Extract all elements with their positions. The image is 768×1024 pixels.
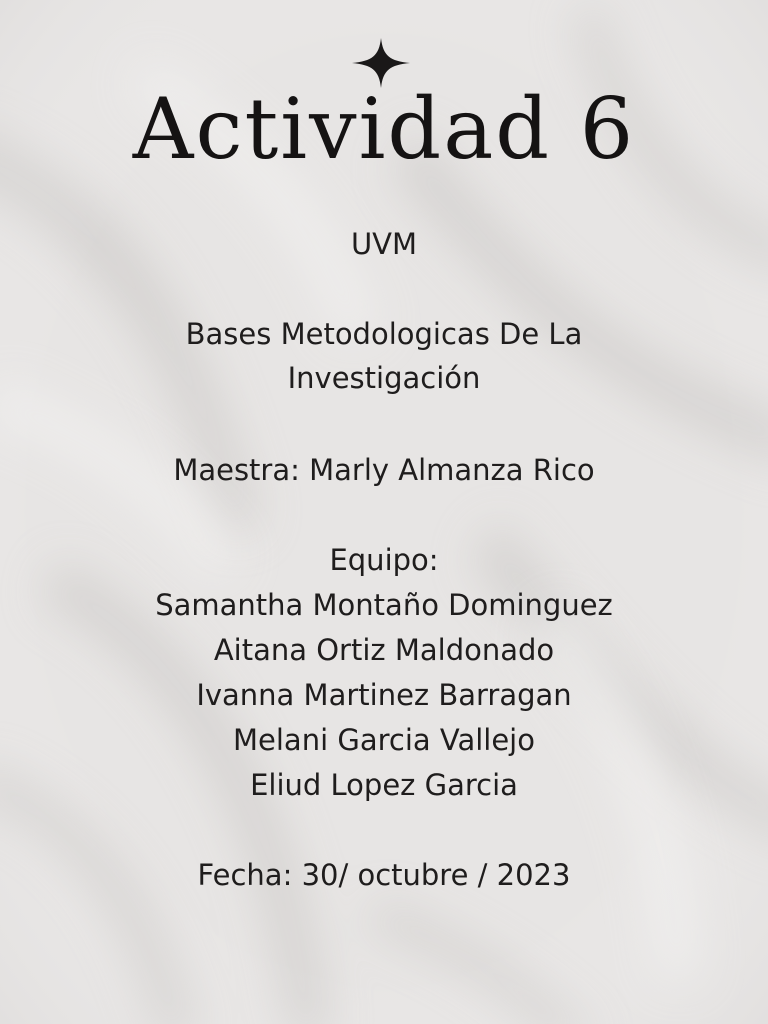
team-member: Samantha Montaño Dominguez — [155, 588, 613, 622]
course-name-line-2: Investigación — [287, 361, 481, 395]
team-member: Melani Garcia Vallejo — [233, 723, 535, 757]
university-label: UVM — [350, 227, 418, 261]
team-member: Eliud Lopez Garcia — [250, 768, 518, 802]
team-member: Ivanna Martinez Barragan — [196, 678, 572, 712]
date-label: Fecha: 30/ octubre / 2023 — [197, 858, 571, 892]
course-name-line-1: Bases Metodologicas De La — [185, 317, 583, 351]
teacher-name: Maestra: Marly Almanza Rico — [173, 453, 595, 487]
team-label: Equipo: — [329, 543, 439, 577]
team-member: Aitana Ortiz Maldonado — [213, 633, 555, 667]
page-title: Actividad 6 — [132, 80, 636, 178]
